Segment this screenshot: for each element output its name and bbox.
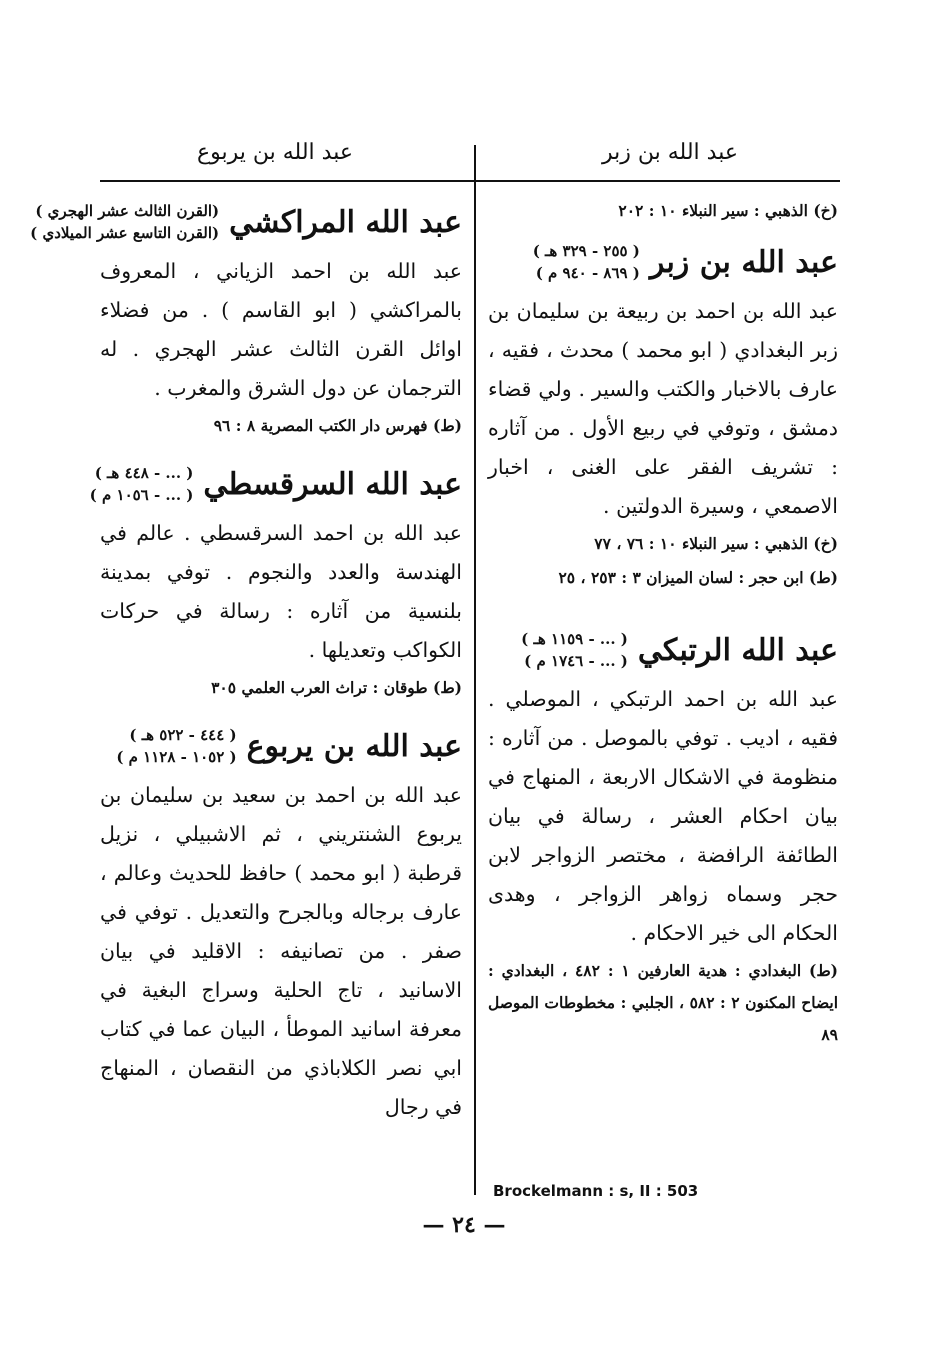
entry-reference: (ط) فهرس دار الكتب المصرية ٨ : ٩٦ — [213, 416, 462, 435]
entry-reference: (خ) الذهبي : سير النبلاء ١٠ : ٧٦ ، ٧٧ — [594, 534, 838, 553]
entry-name: عبد الله المراكشي — [229, 204, 462, 240]
entry-marrakushi — [30, 200, 462, 442]
dates-hijri: ( ٢٥٥ - ٣٢٩ هـ ) — [532, 242, 640, 260]
entry-name: عبد الله بن زبر — [649, 244, 838, 280]
dates-hijri: ( ٤٤٤ - ٥٢٢ هـ ) — [129, 726, 237, 744]
header-rule — [100, 180, 840, 182]
entry-name: عبد الله السرقسطي — [203, 466, 462, 502]
latin-reference: Brockelmann : s, II : 503 — [493, 1182, 699, 1200]
entry-ratbaki — [488, 628, 838, 1051]
dates-gregorian: ( ٨٦٩ - ٩٤٠ م ) — [535, 264, 640, 282]
right-column — [488, 196, 838, 1071]
entry-ibn-zabr — [488, 240, 838, 594]
entry-dates — [521, 628, 628, 672]
dates-gregorian: ( ... - ١٧٤٦ م ) — [524, 652, 628, 670]
entry-ibn-yarbu — [100, 724, 462, 1127]
continued-reference: (خ) الذهبي : سير النبلاء ١٠ : ٢٠٢ — [618, 201, 838, 220]
entry-name: عبد الله الرتبكي — [637, 632, 838, 668]
entry-reference: (ط) ابن حجر : لسان الميزان ٣ : ٢٥٣ ، ٢٥ — [558, 568, 838, 587]
entry-dates — [90, 462, 194, 506]
entry-body: عبد الله بن احمد الزياني ، المعروف بالمراكشي ( ابو القاسم ) . من فضلاء اوائل القرن الثالث عشر الهجري . له الترجمان عن دول الشرق والمغرب . — [100, 259, 462, 400]
dates-hijri: ( ... - ٤٤٨ هـ ) — [94, 464, 194, 482]
dates-gregorian: (القرن التاسع عشر الميلادي ) — [30, 224, 220, 242]
entry-body: عبد الله بن احمد بن ربيعة بن سليمان بن زبر البغدادي ( ابو محمد ) محدث ، فقيه ، عارف بالاخبار والكتب والسير . ولي قضاء دمشق ، وتوفي في ربيع الأول . من آثاره : تشريف الفقر على الغنى ، اخبار الاصمعي ، وسيرة الدولتين . — [488, 299, 838, 518]
entry-body: عبد الله بن احمد بن سعيد بن سليمان بن يربوع الشنتريني ، ثم الاشبيلي ، نزيل قرطبة ( ابو محمد ) حافظ للحديث وعالم ، عارف برجاله وبالجرح والتعديل . توفي في صفر . من تصانيفه : الاقليد في بيان الاسانيد ، تاج الحلية وسراج البغية في معرفة اسانيد الموطأ ، البيان عما في كتاب ابي نصر الكلاباذي من النقصان ، المنهاج في رجال — [100, 783, 462, 1119]
left-column — [30, 196, 462, 1147]
entry-saraqusti — [89, 462, 462, 704]
dates-hijri: (القرن الثالث عشر الهجري ) — [35, 202, 220, 220]
dates-gregorian: ( ١٠٥٢ - ١١٢٨ م ) — [116, 748, 237, 766]
page-number: — ٢٤ — — [422, 1212, 506, 1238]
entry-reference: (ط) البغدادي : هدية العارفين ١ : ٤٨٢ ، البغدادي : ايضاح المكنون ٢ : ٥٨٢ ، الجلبي : مخطوطات الموصل ٨٩ — [488, 961, 839, 1044]
entry-dates — [30, 200, 219, 244]
dates-gregorian: ( ... - ١٠٥٦ م ) — [89, 486, 194, 504]
entry-reference: (ط) طوقان : تراث العرب العلمي ٣٠٥ — [211, 678, 462, 697]
entry-dates — [116, 724, 236, 768]
entry-dates — [533, 240, 640, 284]
running-header-right: عبد الله بن زبر — [602, 140, 738, 165]
column-divider — [474, 145, 476, 1195]
entry-body: عبد الله بن احمد السرقسطي . عالم في الهندسة والعدد والنجوم . توفي بمدينة بلنسية من آثاره : رسالة في حركات الكواكب وتعديلها . — [100, 521, 462, 662]
entry-name: عبد الله بن يربوع — [246, 728, 462, 764]
dates-hijri: ( ... - ١١٥٩ هـ ) — [521, 630, 628, 648]
running-header-left: عبد الله بن يربوع — [197, 140, 353, 165]
entry-body: عبد الله بن احمد الرتبكي ، الموصلي . فقيه ، اديب . توفي بالموصل . من آثاره : منظومة في الاشكال الاربعة ، المنهاج في بيان احكام العشر ، رسالة في بيان الطائفة الرافضة ، مختصر الزواجر لابن حجر وسماه زواهر الزواجر ، وهدى الحكام الى خير الاحكام . — [488, 687, 838, 945]
